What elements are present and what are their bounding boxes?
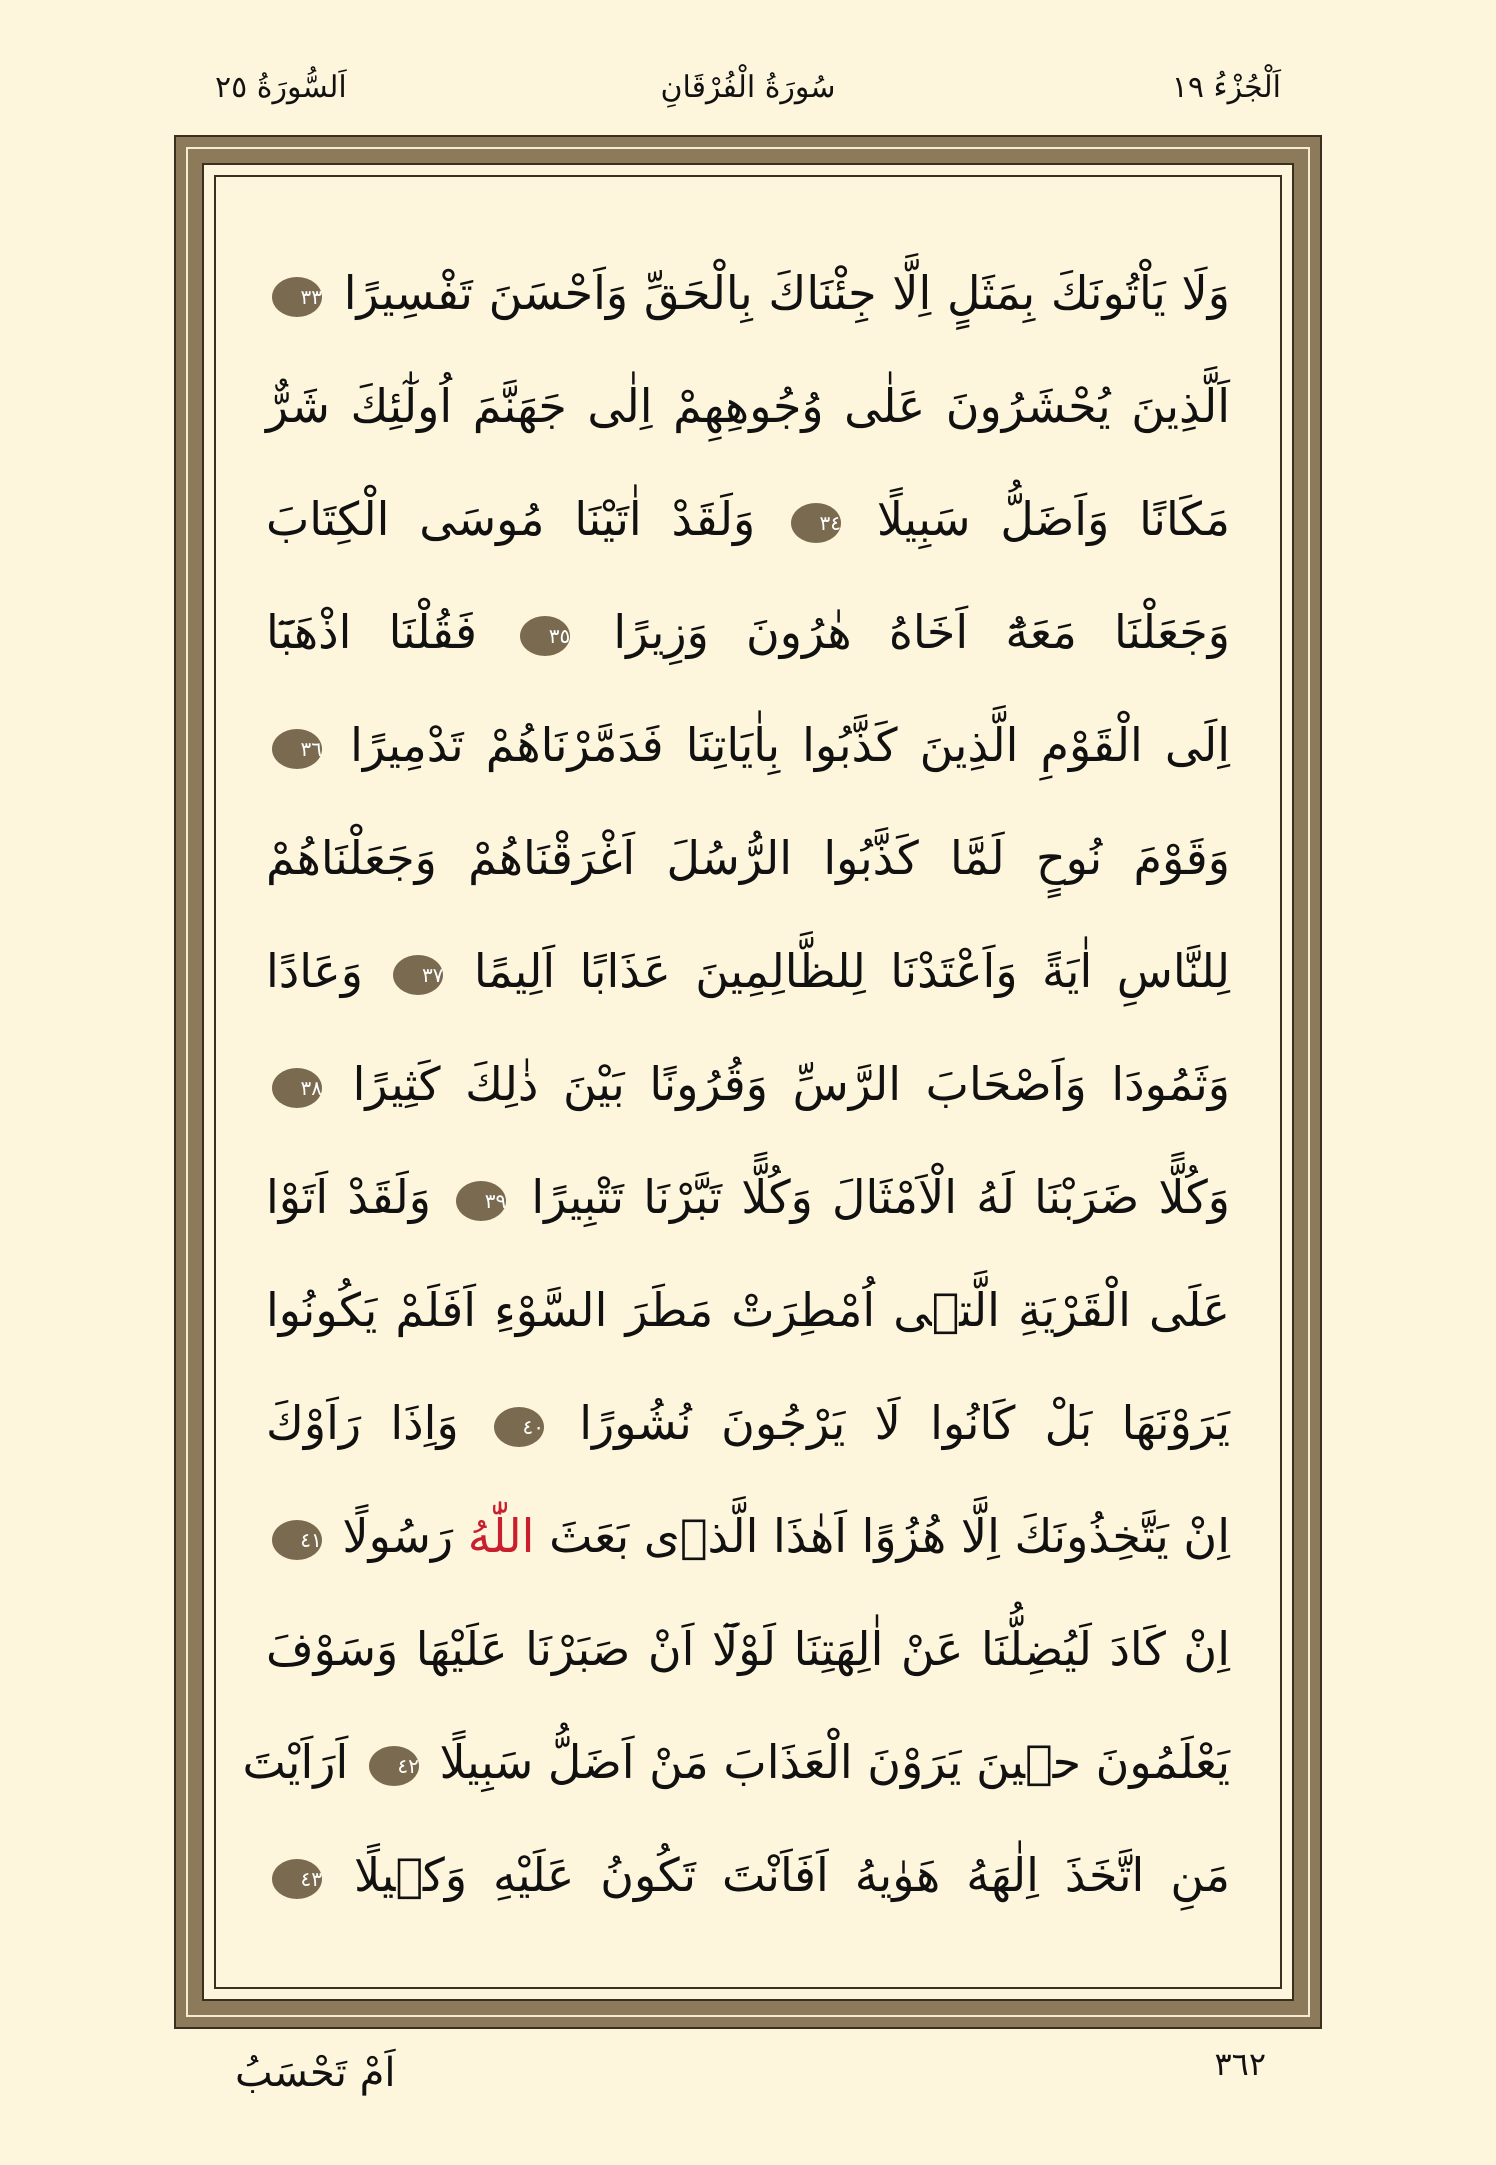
- frame-band: [202, 163, 1294, 2001]
- page-number: ٣٦٢: [1214, 2045, 1266, 2083]
- ayah-marker: ٤٢: [369, 1746, 419, 1786]
- ayah-marker: ٤٠: [494, 1407, 544, 1447]
- text-line: يَعْلَمُونَ حٖينَ يَرَوْنَ الْعَذَابَ مَنْ اَضَلُّ سَبِيلًا ٤٢ اَرَاَيْتَ: [242, 1735, 1230, 1789]
- page-header: [215, 70, 1281, 130]
- text-line: عَلَى الْقَرْيَةِ الَّتٖى اُمْطِرَتْ مَطَرَ السَّوْءِ اَفَلَمْ يَكُونُوا: [266, 1283, 1230, 1337]
- ayah-marker: ٣٥: [520, 616, 570, 656]
- text-line: يَرَوْنَهَا بَلْ كَانُوا لَا يَرْجُونَ نُشُورًا ٤٠ وَاِذَا رَاَوْكَ: [266, 1396, 1231, 1450]
- text-line: وَقَوْمَ نُوحٍ لَمَّا كَذَّبُوا الرُّسُلَ اَغْرَقْنَاهُمْ وَجَعَلْنَاهُمْ: [266, 831, 1230, 885]
- text-line: اِلَى الْقَوْمِ الَّذِينَ كَذَّبُوا بِاٰيَاتِنَا فَدَمَّرْنَاهُمْ تَدْمِيرًا ٣٦: [266, 689, 1230, 802]
- text-line: مَنِ اتَّخَذَ اِلٰهَهُ هَوٰيهُ اَفَاَنْتَ تَكُونُ عَلَيْهِ وَكٖيلًا ٤٣: [266, 1819, 1230, 1932]
- ayah-marker: ٤١: [272, 1520, 322, 1560]
- divine-name: اللّٰهُ: [467, 1509, 535, 1563]
- quran-text-area: [242, 237, 1231, 1947]
- ayah-marker: ٤٣: [272, 1859, 322, 1899]
- text-line: وَلَا يَاْتُونَكَ بِمَثَلٍ اِلَّا جِئْنَاكَ بِالْحَقِّ وَاَحْسَنَ تَفْسِيرًا ٣٣: [266, 237, 1230, 350]
- ayah-marker: ٣٨: [272, 1068, 322, 1108]
- ayah-marker: ٣٤: [791, 503, 841, 543]
- surah-title: سُورَةُ الْفُرْقَانِ: [660, 70, 836, 105]
- catchword: اَمْ تَحْسَبُ: [235, 2050, 396, 2096]
- text-line: وَجَعَلْنَا مَعَهُٓ اَخَاهُ هٰرُونَ وَزِيرًا ٣٥ فَقُلْنَا اذْهَبَٓا: [266, 605, 1230, 659]
- frame-inner-border: [214, 175, 1282, 1989]
- ayah-marker: ٣٣: [272, 277, 322, 317]
- text-line: اَلَّذِينَ يُحْشَرُونَ عَلٰى وُجُوهِهِمْ اِلٰى جَهَنَّمَ اُولٰٓئِكَ شَرٌّ: [266, 379, 1230, 433]
- juz-label: اَلْجُزْءُ ١٩: [1171, 70, 1281, 105]
- ayah-marker: ٣٧: [393, 955, 443, 995]
- page-frame: [174, 135, 1322, 2029]
- text-line: اِنْ كَادَ لَيُضِلُّنَا عَنْ اٰلِهَتِنَا لَوْلَٓا اَنْ صَبَرْنَا عَلَيْهَا وَسَوْفَ: [266, 1622, 1230, 1676]
- text-line: وَكُلًّا ضَرَبْنَا لَهُ الْاَمْثَالَ وَكُلًّا تَبَّرْنَا تَتْبِيرًا ٣٩ وَلَقَدْ اَتَوْا: [266, 1170, 1230, 1224]
- text-line: وَثَمُودَا وَاَصْحَابَ الرَّسِّ وَقُرُونًا بَيْنَ ذٰلِكَ كَثِيرًا ٣٨: [266, 1028, 1230, 1141]
- text-line: اِنْ يَتَّخِذُونَكَ اِلَّا هُزُوًا اَهٰذَا الَّذٖى بَعَثَ اللّٰهُ رَسُولًا ٤١: [266, 1480, 1230, 1593]
- text-line: لِلنَّاسِ اٰيَةً وَاَعْتَدْنَا لِلظَّالِمِينَ عَذَابًا اَلِيمًا ٣٧ وَعَادًا: [266, 944, 1231, 998]
- ayah-marker: ٣٦: [272, 729, 322, 769]
- frame-border: [186, 147, 1310, 2017]
- ayah-marker: ٣٩: [456, 1181, 506, 1221]
- surah-number-label: اَلسُّورَةُ ٢٥: [215, 70, 347, 105]
- text-line: مَكَانًا وَاَضَلُّ سَبِيلًا ٣٤ وَلَقَدْ اٰتَيْنَا مُوسَى الْكِتَابَ: [266, 492, 1230, 546]
